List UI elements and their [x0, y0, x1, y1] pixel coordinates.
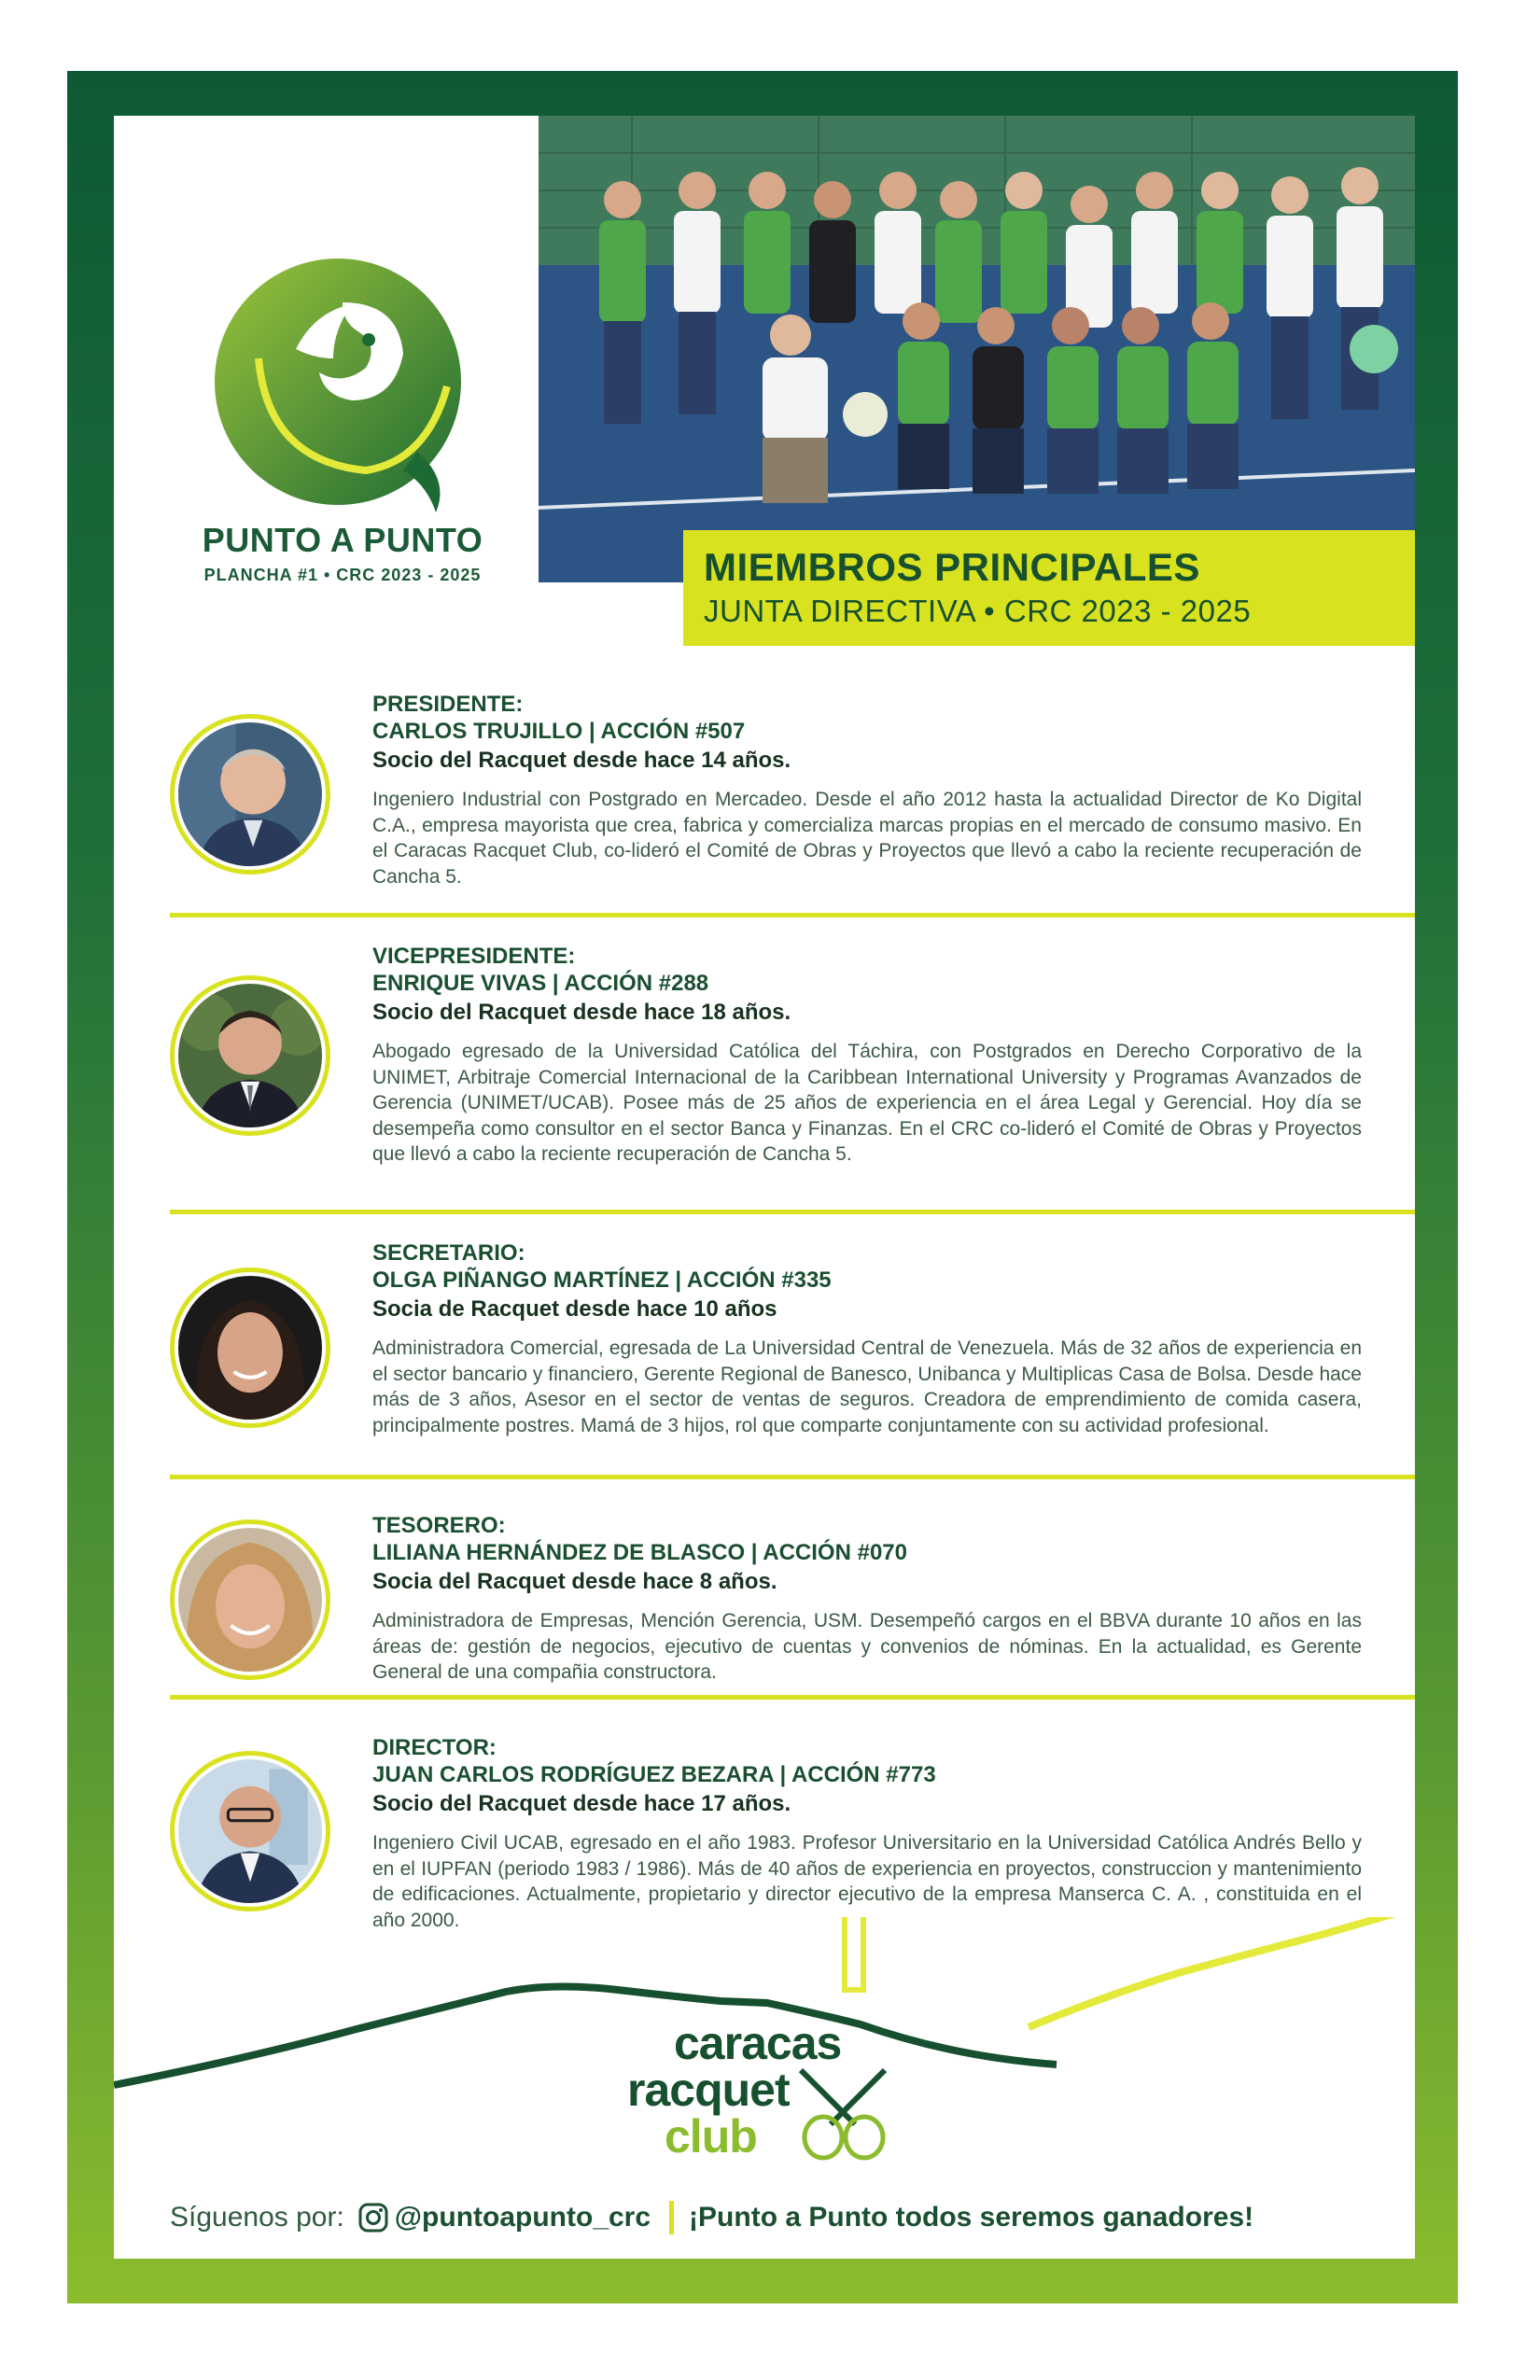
member-since: Socio del Racquet desde hace 14 años.	[372, 748, 791, 773]
member-role: TESORERO:	[372, 1513, 506, 1538]
divider	[170, 1210, 1415, 1214]
portrait-icon	[178, 1528, 322, 1672]
punto-a-punto-logo	[203, 246, 473, 517]
club-logo-line2: racquet	[627, 2064, 790, 2116]
member-bio: Administradora Comercial, egresada de La Universidad Central de Venezuela. Más de 32 años de experiencia en el sector bancario y financiero, Gerente Regional de Banesco, Unibanca y Multiplicas Casa de Bolsa. Desde hace más de 3 años, Asesor en el sector de ventas de seguros. Creadora de emprendimiento de comida casera, principalmente postres. Mamá de 3 hijos, rol que comparte conjuntamente con su actividad profesional.	[372, 1337, 1362, 1436]
divider	[170, 913, 1415, 917]
portrait-icon	[178, 1759, 322, 1903]
footer-slogan: ¡Punto a Punto todos seremos ganadores!	[689, 2202, 1254, 2233]
follow-label: Síguenos por:	[170, 2202, 344, 2233]
member-role: SECRETARIO:	[372, 1240, 525, 1266]
member-bio: Ingeniero Industrial con Postgrado en Mercadeo. Desde el año 2012 hasta la actualidad Director de Ko Digital C.A., empresa mayorista que crea, fabrica y comercializa marcas propias en el mercado de consumo masivo. En el Caracas Racquet Club, co-lideró el Comité de Obras y Proyectos que llevó a cabo la reciente recuperación de Cancha 5.	[372, 789, 1362, 888]
footer-separator	[669, 2201, 674, 2234]
avatar	[170, 1267, 330, 1428]
avatar	[170, 714, 330, 875]
instagram-handle-link[interactable]: @puntoapunto_crc	[394, 2202, 651, 2233]
member-name: JUAN CARLOS RODRÍGUEZ BEZARA | ACCIÓN #773	[372, 1762, 936, 1787]
club-logo	[627, 2016, 907, 2165]
divider	[170, 1475, 1415, 1479]
banner-title: MIEMBROS PRINCIPALES	[704, 545, 1200, 589]
member-name: CARLOS TRUJILLO | ACCIÓN #507	[372, 719, 746, 744]
bird-ball-icon	[203, 246, 473, 517]
footer-bar	[170, 2197, 1383, 2238]
member-name: LILIANA HERNÁNDEZ DE BLASCO | ACCIÓN #070	[372, 1540, 907, 1565]
member-name: OLGA PIÑANGO MARTÍNEZ | ACCIÓN #335	[372, 1267, 832, 1293]
member-role: PRESIDENTE:	[372, 692, 524, 717]
avatar	[170, 1519, 330, 1680]
club-logo-line3: club	[665, 2110, 757, 2163]
member-since: Socia del Racquet desde hace 8 años.	[372, 1569, 777, 1594]
member-bio: Ingeniero Civil UCAB, egresado en el año 1983. Profesor Universitario en la Universidad Católica Andrés Bello y en el IUPFAN (periodo 1983 / 1986). Más de 40 años de experiencia en proyectos, construccion y mantenimiento de edificaciones. Actualmente, propietario y director ejecutivo de la empresa Manserca C. A. , constituida en el año 2000.	[372, 1832, 1362, 1931]
portrait-icon	[178, 1276, 322, 1420]
club-logo-line1: caracas	[674, 2017, 842, 2069]
instagram-icon[interactable]	[357, 2202, 389, 2233]
member-name: ENRIQUE VIVAS | ACCIÓN #288	[372, 971, 709, 996]
section-banner	[683, 530, 1415, 646]
member-since: Socio del Racquet desde hace 17 años.	[372, 1791, 791, 1816]
member-role: VICEPRESIDENTE:	[372, 944, 576, 969]
poster-panel	[114, 116, 1415, 2259]
member-since: Socia de Racquet desde hace 10 años	[372, 1296, 777, 1322]
portrait-icon	[178, 722, 322, 866]
avatar	[170, 975, 330, 1136]
portrait-icon	[178, 984, 322, 1127]
brand-title: PUNTO A PUNTO	[202, 521, 483, 559]
avatar	[170, 1751, 330, 1911]
member-bio: Administradora de Empresas, Mención Gerencia, USM. Desempeñó cargos en el BBVA durante 10 años en las áreas de: gestión de negocios, ejecutivo de cuentas y convenios de nóminas. En la actualidad, es Gerente General de una compañia constructora.	[372, 1610, 1362, 1683]
member-role: DIRECTOR:	[372, 1735, 497, 1760]
member-since: Socio del Racquet desde hace 18 años.	[372, 1000, 791, 1025]
group-photo	[539, 116, 1415, 582]
brand-subtitle: PLANCHA #1 • CRC 2023 - 2025	[203, 566, 482, 584]
crossed-racquets-icon	[791, 2061, 894, 2163]
member-bio: Abogado egresado de la Universidad Católica del Táchira, con Postgrados en Derecho Corporativo de la UNIMET, Arbitraje Comercial Internacional de la Caribbean International University y Programas Avanzados de Gerencia (UNIMET/UCAB). Posee más de 25 años de experiencia en el área Legal y Gerencial. Hoy día se desempeña como consultor en el sector Banca y Finanzas. En el CRC co-lideró el Comité de Obras y Proyectos que llevó a cabo la reciente recuperación de Cancha 5.	[372, 1041, 1362, 1165]
divider	[170, 1695, 1415, 1700]
banner-subtitle: JUNTA DIRECTIVA • CRC 2023 - 2025	[704, 594, 1252, 628]
